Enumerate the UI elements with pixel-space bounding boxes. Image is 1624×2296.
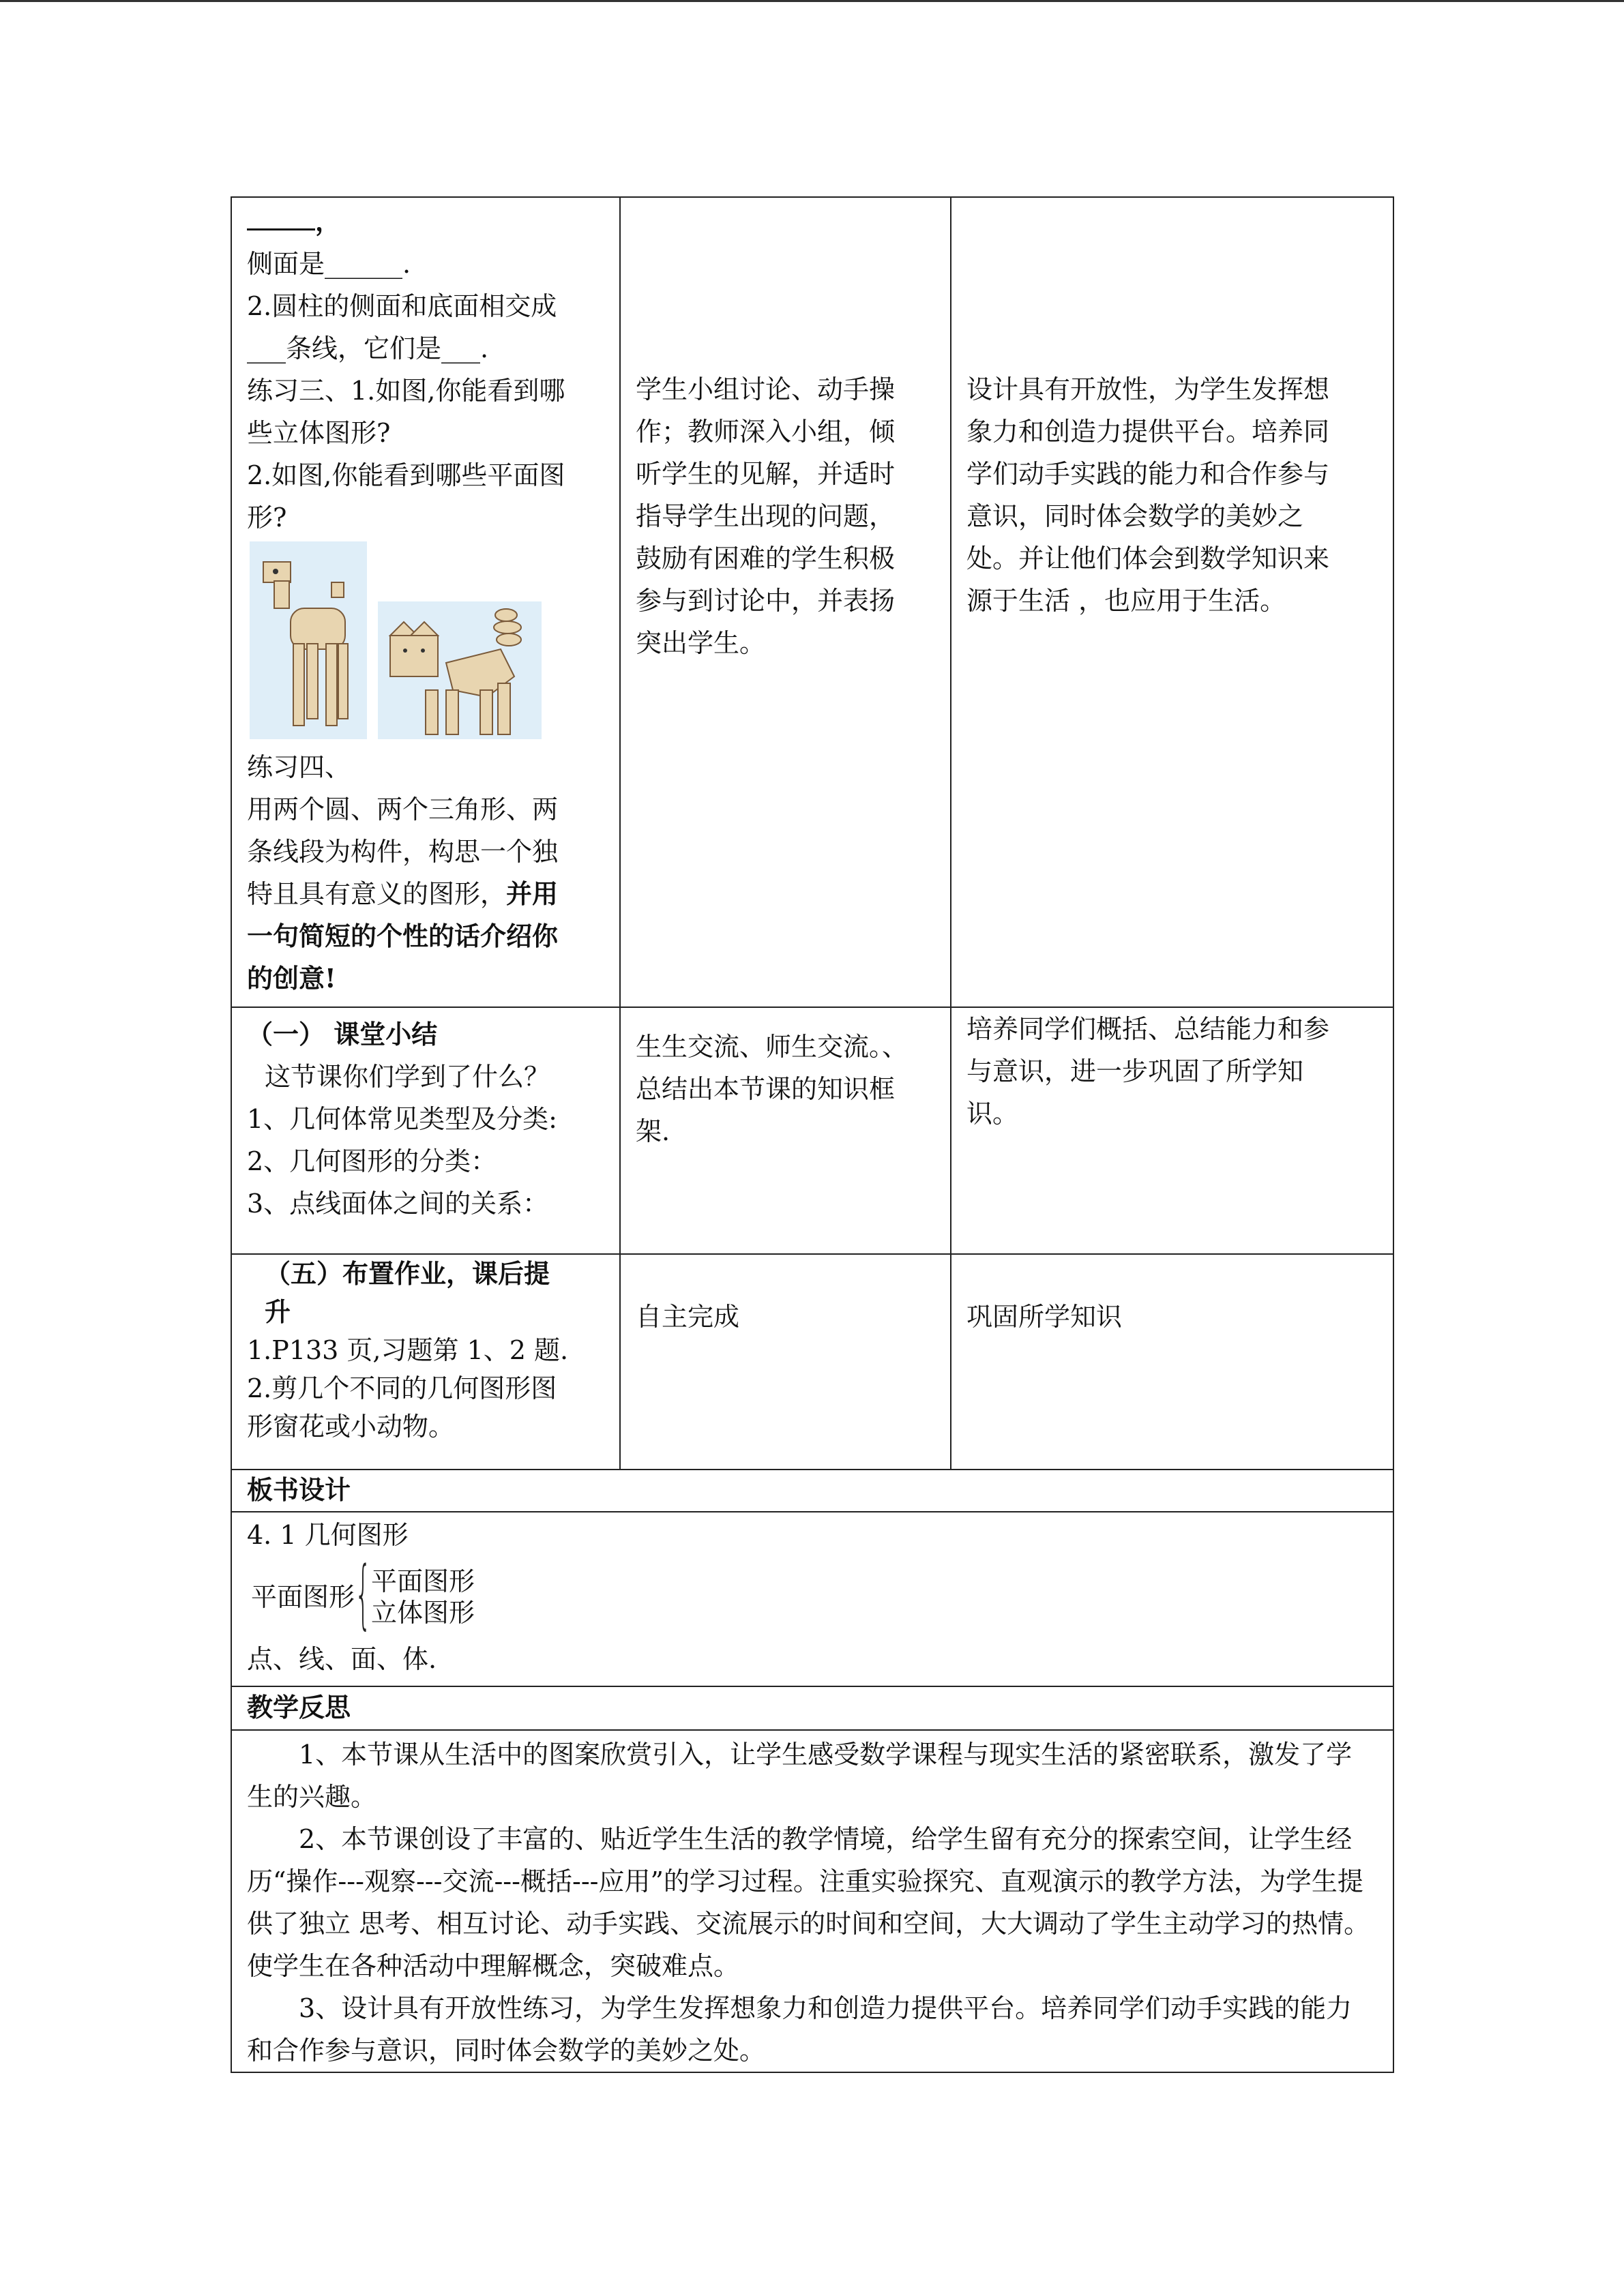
homework-line: 形窗花或小动物。 (247, 1412, 455, 1442)
activity-line: 架. (636, 1116, 670, 1146)
intent-line: 源于生活 ，也应用于生活。 (966, 586, 1286, 616)
board-title: 4. 1 几何图形 (247, 1520, 409, 1550)
board-footer: 点、线、面、体. (247, 1644, 437, 1674)
board-branches (371, 1566, 475, 1628)
shape-cat-figure (378, 601, 542, 739)
reflection-paragraph: 3、设计具有开放性练习，为学生发挥想象力和创造力提供平台。培养同学们动手实践的能力和合作参与意识，同时体会数学的美妙之处。 (247, 1993, 1353, 2066)
activity-line: 鼓励有困难的学生积极 (636, 543, 896, 573)
activity-line: 指导学生出现的问题， (636, 501, 896, 531)
summary-row (231, 1007, 1393, 1254)
board-branch: 平面图形 (371, 1566, 475, 1596)
homework-row (231, 1254, 1393, 1470)
activity-line: 总结出本节课的知识框 (636, 1074, 896, 1104)
exercise-intent-cell (951, 197, 1393, 1007)
intent-line: 设计具有开放性，为学生发挥想 (966, 374, 1330, 404)
exercise-line: 些立体图形? (247, 418, 391, 448)
summary-activity-cell (620, 1007, 951, 1254)
homework-heading: （五）布置作业，课后提 (265, 1258, 550, 1289)
reflection-content-row (231, 1730, 1393, 2072)
intent-line: 意识，同时体会数学的美妙之 (966, 501, 1304, 531)
board-heading: 板书设计 (231, 1470, 1393, 1512)
exercise-content-cell (231, 197, 620, 1007)
reflection-content-cell (231, 1730, 1393, 2072)
exercise-line: 用两个圆、两个三角形、两 (247, 794, 559, 824)
page-top-border (0, 0, 1624, 2)
reflection-paragraph: 2、本节课创设了丰富的、贴近学生生活的教学情境，给学生留有充分的探索空间，让学生经历“操作---观察---交流---概括---应用”的学习过程。注重实验探究、直观演示的教学方法，为学生提供了独立 思考、相互讨论、动手实践、交流展示的时间和空间，大大调动了学生主动学习的热情。使学生在各种活动中理解概念，突破难点。 (247, 1824, 1370, 1981)
exercise-line: 形? (247, 503, 287, 533)
intent-line: 学们动手实践的能力和合作参与 (966, 459, 1330, 489)
exercise-line: 的创意! (247, 963, 336, 994)
lesson-plan-sheet (231, 196, 1393, 2073)
summary-intent-cell (951, 1007, 1393, 1254)
reflection-heading: 教学反思 (231, 1686, 1393, 1730)
exercise-line: ___条线，它们是___. (247, 333, 489, 363)
activity-line: 生生交流、师生交流。、 (636, 1032, 909, 1062)
summary-content-cell (231, 1007, 620, 1254)
blank-line-a: ， (247, 200, 604, 243)
exercise-line: 条线段为构件，构思一个独 (247, 837, 559, 867)
reflection-paragraph: 1、本节课从生活中的图案欣赏引入，让学生感受数学课程与现实生活的紧密联系，激发了学生的兴趣。 (247, 1740, 1353, 1812)
exercise-line: 侧面是______. (247, 249, 411, 279)
homework-heading-cont: 升 (265, 1296, 291, 1327)
board-content-cell (231, 1512, 1393, 1686)
exercise-line: 2.如图,你能看到哪些平面图 (247, 460, 565, 490)
activity-line: 参与到讨论中，并表扬 (636, 586, 896, 616)
board-branch: 立体图形 (371, 1598, 475, 1628)
board-heading-row (231, 1470, 1393, 1512)
activity-line: 听学生的见解，并适时 (636, 459, 896, 489)
intent-line: 培养同学们概括、总结能力和参 (966, 1014, 1330, 1044)
block-horse-figure (250, 541, 367, 739)
exercise-line: 一句简短的个性的话介绍你 (247, 921, 559, 951)
summary-line: 1、几何体常见类型及分类: (247, 1104, 557, 1134)
activity-line: 作；教师深入小组，倾 (636, 417, 896, 447)
reflection-heading-row (231, 1686, 1393, 1730)
board-content-row (231, 1512, 1393, 1686)
homework-intent-cell (951, 1254, 1393, 1470)
exercise-line: 练习三、1.如图,你能看到哪 (247, 376, 565, 406)
summary-line: 2、几何图形的分类： (247, 1146, 497, 1176)
homework-line: 1.P133 页,习题第 1、2 题. (247, 1335, 569, 1365)
exercise-line: 特且具有意义的图形，并用 (247, 878, 559, 909)
brace-symbol: { (355, 1550, 372, 1637)
exercise-figures (247, 541, 604, 746)
intent-line: 识。 (966, 1099, 1019, 1129)
activity-line: 自主完成 (636, 1302, 740, 1332)
homework-content-cell (231, 1254, 620, 1470)
intent-line: 处。并让他们体会到数学知识来 (966, 543, 1330, 573)
exercise-activity-cell (620, 197, 951, 1007)
exercise-line: 2.圆柱的侧面和底面相交成 (247, 291, 557, 321)
summary-line: 3、点线面体之间的关系： (247, 1189, 549, 1219)
board-root: 平面图形 (251, 1582, 355, 1612)
homework-activity-cell (620, 1254, 951, 1470)
activity-line: 学生小组讨论、动手操 (636, 374, 896, 404)
activity-line: 突出学生。 (636, 628, 766, 658)
lesson-plan-table (231, 196, 1394, 2073)
intent-line: 与意识，进一步巩固了所学知 (966, 1056, 1304, 1086)
exercise-row (231, 197, 1393, 1007)
board-tree (247, 1550, 1378, 1639)
intent-line: 象力和创造力提供平台。培养同 (966, 417, 1330, 447)
homework-line: 2.剪几个不同的几何图形图 (247, 1373, 557, 1403)
summary-line: 这节课你们学到了什么？ (265, 1062, 550, 1092)
exercise-line: 练习四、 (247, 752, 351, 782)
summary-heading: （一） 课堂小结 (247, 1019, 438, 1049)
intent-line: 巩固所学知识 (966, 1302, 1123, 1332)
